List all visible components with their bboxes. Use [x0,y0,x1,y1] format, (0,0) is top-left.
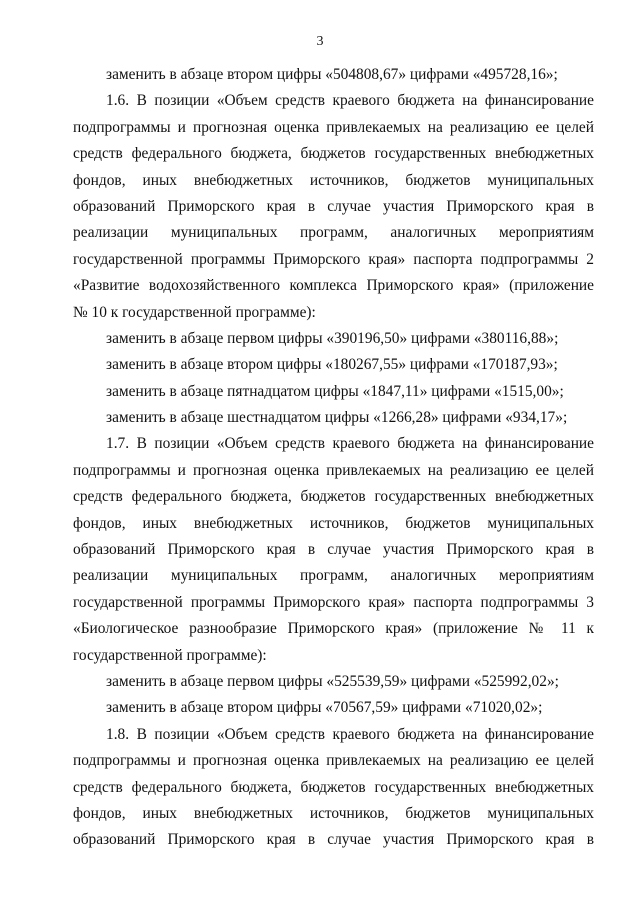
text-line: фондов, иных внебюджетных источников, бюджетов муниципальных [73,514,594,532]
text-line: подпрограммы и прогнозная оценка привлекаемых на реализацию ее целей [73,752,594,770]
document-body [73,62,594,854]
text-line: образований Приморского края в случае участия Приморского края в [73,541,594,559]
clause-paragraph [73,722,594,854]
text-line: заменить в абзаце пятнадцатом цифры «1847,11» цифрами «1515,00»; [106,382,564,400]
instruction-paragraph [73,352,594,378]
instruction-paragraph [73,695,594,721]
text-line: 1.8. В позиции «Объем средств краевого бюджета на финансирование [106,725,594,743]
clause-paragraph [73,88,594,326]
text-line: 1.7. В позиции «Объем средств краевого бюджета на финансирование [106,435,594,453]
text-line: фондов, иных внебюджетных источников, бюджетов муниципальных [73,804,594,822]
text-line: заменить в абзаце первом цифры «390196,50» цифрами «380116,88»; [106,329,559,347]
text-line: заменить в абзаце первом цифры «525539,59» цифрами «525992,02»; [106,672,559,690]
instruction-paragraph [73,669,594,695]
text-line: 1.6. В позиции «Объем средств краевого бюджета на финансирование [106,92,594,110]
text-line: заменить в абзаце шестнадцатом цифры «1266,28» цифрами «934,17»; [106,409,568,427]
text-line: средств федерального бюджета, бюджетов государственных внебюджетных [73,145,594,163]
text-line: средств федерального бюджета, бюджетов государственных внебюджетных [73,778,594,796]
text-line: фондов, иных внебюджетных источников, бюджетов муниципальных [73,171,594,189]
text-line: № 10 к государственной программе): [73,303,316,321]
text-line: государственной программе): [73,646,267,664]
text-line: реализации муниципальных программ, аналогичных мероприятиям [73,224,594,242]
instruction-paragraph [73,379,594,405]
clause-paragraph [73,431,594,669]
text-line: заменить в абзаце втором цифры «504808,67» цифрами «495728,16»; [106,66,558,83]
instruction-paragraph [73,62,594,88]
text-line: государственной программы Приморского края» паспорта подпрограммы 3 [73,593,594,611]
text-line: государственной программы Приморского края» паспорта подпрограммы 2 [73,250,594,268]
instruction-paragraph [73,405,594,431]
text-line: «Развитие водохозяйственного комплекса Приморского края» (приложение [73,277,594,295]
text-line: подпрограммы и прогнозная оценка привлекаемых на реализацию ее целей [73,118,594,136]
text-line: средств федерального бюджета, бюджетов государственных внебюджетных [73,488,594,506]
text-line: подпрограммы и прогнозная оценка привлекаемых на реализацию ее целей [73,461,594,479]
text-line: «Биологическое разнообразие Приморского края» (приложение № 11 к [73,620,594,638]
text-line: заменить в абзаце втором цифры «70567,59» цифрами «71020,02»; [106,699,543,717]
text-line: реализации муниципальных программ, аналогичных мероприятиям [73,567,594,585]
text-line: заменить в абзаце втором цифры «180267,55» цифрами «170187,93»; [106,356,558,374]
page-number: 3 [316,34,324,49]
text-line: образований Приморского края в случае участия Приморского края в [73,197,594,215]
instruction-paragraph [73,326,594,352]
text-line: образований Приморского края в случае участия Приморского края в [73,831,594,849]
